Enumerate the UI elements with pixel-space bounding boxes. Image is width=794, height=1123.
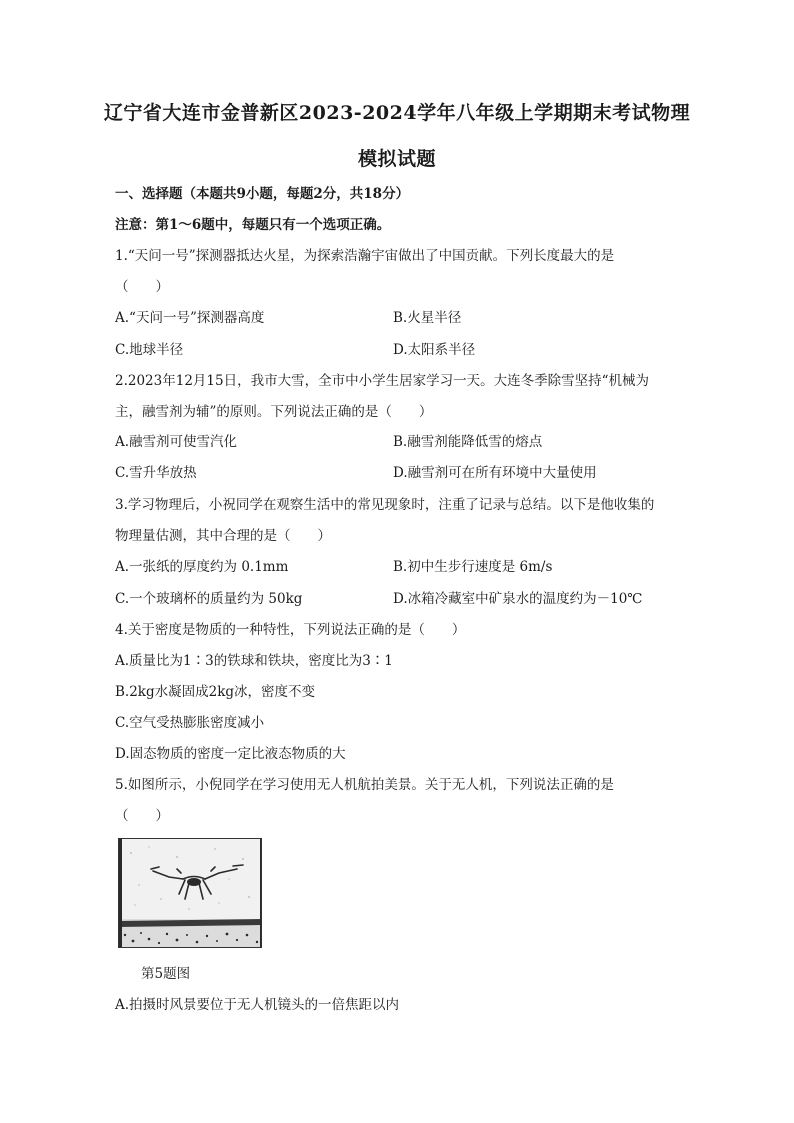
drone-photo-figure	[118, 838, 262, 948]
figure-caption: 第5题图	[141, 966, 191, 982]
q5-option-a: A.拍摄时风景要位于无人机镜头的一倍焦距以内	[115, 997, 400, 1013]
q1-stem-line1: 1.“天问一号”探测器抵达火星，为探索浩瀚宇宙做出了中国贡献。下列长度最大的是	[115, 248, 615, 264]
exam-title-line1: 辽宁省大连市金普新区2023-2024学年八年级上学期期末考试物理	[103, 102, 691, 124]
q1-option-a: A.“天问一号”探测器高度	[115, 310, 265, 326]
q4-stem-line1: 4.关于密度是物质的一种特性，下列说法正确的是（ ）	[115, 622, 466, 638]
q2-option-c: C.雪升华放热	[115, 465, 197, 481]
drone-body	[187, 878, 201, 886]
q3-option-a: A.一张纸的厚度约为 0.1mm	[115, 559, 289, 575]
q3-option-b: B.初中生步行速度是 6m/s	[393, 559, 553, 575]
q4-option-a: A.质量比为1∶3的铁球和铁块，密度比为3∶1	[115, 653, 393, 669]
q4-option-c: C.空气受热膨胀密度减小	[115, 715, 265, 731]
q2-option-b: B.融雪剂能降低雪的熔点	[393, 434, 543, 450]
q3-option-c: C.一个玻璃杯的质量约为 50kg	[115, 591, 303, 607]
q2-option-a: A.融雪剂可使雪汽化	[115, 434, 238, 450]
q1-stem-line2: （ ）	[115, 279, 169, 295]
q3-option-d: D.冰箱冷藏室中矿泉水的温度约为－10℃	[393, 591, 643, 607]
q3-stem-line2: 物理量估测，其中合理的是（ ）	[115, 528, 331, 544]
q1-option-d: D.太阳系半径	[393, 342, 476, 358]
q4-option-b: B.2kg水凝固成2kg冰，密度不变	[115, 684, 316, 700]
q5-stem-line2: （ ）	[115, 808, 169, 824]
q1-option-b: B.火星半径	[393, 310, 462, 326]
q2-stem-line1: 2.2023年12月15日，我市大雪，全市中小学生居家学习一天。大连冬季除雪坚持“机械为	[115, 373, 649, 389]
section-heading: 一、选择题（本题共9小题，每题2分，共18分）	[115, 186, 410, 202]
q3-stem-line1: 3.学习物理后，小祝同学在观察生活中的常见现象时，注重了记录与总结。以下是他收集的	[115, 497, 655, 513]
q1-option-c: C.地球半径	[115, 342, 184, 358]
q5-stem-line1: 5.如图所示，小倪同学在学习使用无人机航拍美景。关于无人机，下列说法正确的是	[115, 777, 614, 793]
q2-stem-line2: 主，融雪剂为辅”的原则。下列说法正确的是（ ）	[115, 404, 433, 420]
q2-option-d: D.融雪剂可在所有环境中大量使用	[393, 465, 597, 481]
exam-title-line2: 模拟试题	[357, 148, 436, 170]
q4-option-d: D.固态物质的密度一定比液态物质的大	[115, 746, 346, 762]
section-note: 注意：第1～6题中，每题只有一个选项正确。	[115, 217, 391, 233]
drone-photo-image	[119, 839, 262, 948]
